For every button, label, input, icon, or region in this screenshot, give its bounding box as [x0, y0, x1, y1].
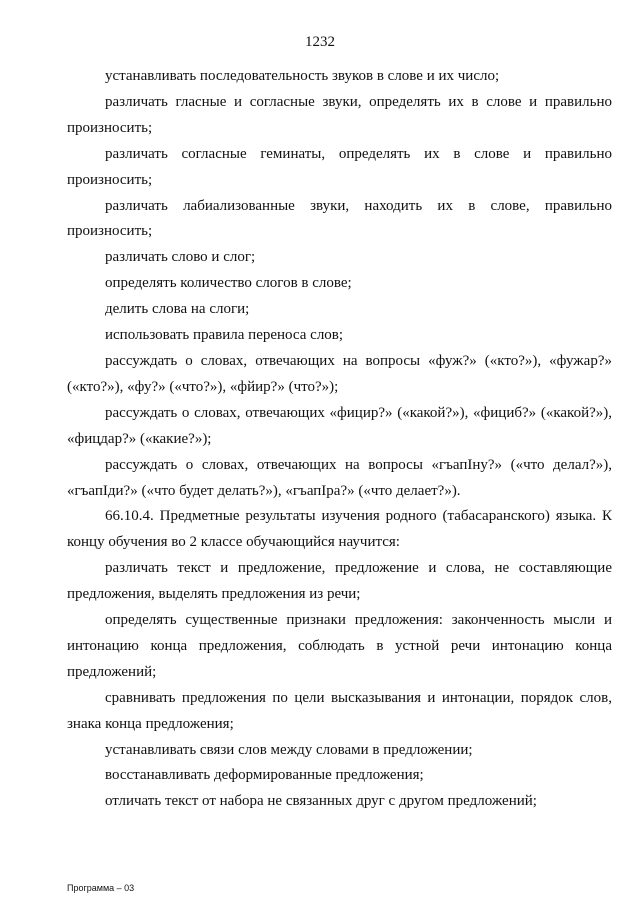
paragraph: различать согласные геминаты, определять их в слове и правильно произносить; — [67, 145, 612, 188]
paragraph: рассуждать о словах, отвечающих на вопросы «гъапIну?» («что делал?»), «гъапIди?» («что будет делать?»), «гъапIра?» («что делает?»). — [67, 456, 612, 499]
paragraph: отличать текст от набора не связанных друг с другом предложений; — [105, 793, 537, 810]
paragraph: делить слова на слоги; — [105, 301, 250, 318]
paragraph: устанавливать последовательность звуков в слове и их число; — [105, 68, 500, 84]
paragraph: определять количество слогов в слове; — [105, 275, 352, 292]
paragraph: использовать правила переноса слов; — [105, 327, 344, 344]
paragraph: рассуждать о словах, отвечающих на вопросы «фуж?» («кто?»), «фужар?» («кто?»), «фу?» («что?»), «фйир?» (что?»); — [67, 352, 612, 395]
paragraph: устанавливать связи слов между словами в предложении; — [105, 741, 473, 758]
paragraph: восстанавливать деформированные предложения; — [105, 767, 424, 784]
paragraph: сравнивать предложения по цели высказывания и интонации, порядок слов, знака конца предложения; — [67, 689, 612, 732]
paragraph: определять существенные признаки предложения: законченность мысли и интонацию конца предложения, соблюдать в устной речи интонацию конца предложений; — [67, 612, 612, 680]
page-number: 1232 — [305, 34, 335, 50]
section-heading-paragraph: 66.10.4. Предметные результаты изучения родного (табасаранского) языка. К концу обучения во 2 классе обучающийся научится: — [67, 508, 612, 551]
footer-label: Программа – 03 — [67, 883, 135, 893]
paragraph: различать слово и слог; — [105, 249, 256, 266]
paragraph: различать текст и предложение, предложение и слова, не составляющие предложения, выделять предложения из речи; — [67, 560, 612, 603]
paragraph: различать гласные и согласные звуки, определять их в слове и правильно произносить; — [67, 93, 612, 136]
paragraph: различать лабиализованные звуки, находить их в слове, правильно произносить; — [67, 197, 612, 240]
paragraph: рассуждать о словах, отвечающих «фицир?» («какой?»), «фициб?» («какой?»), «фицдар?» («какие?»); — [67, 404, 612, 447]
document-body — [67, 64, 612, 815]
